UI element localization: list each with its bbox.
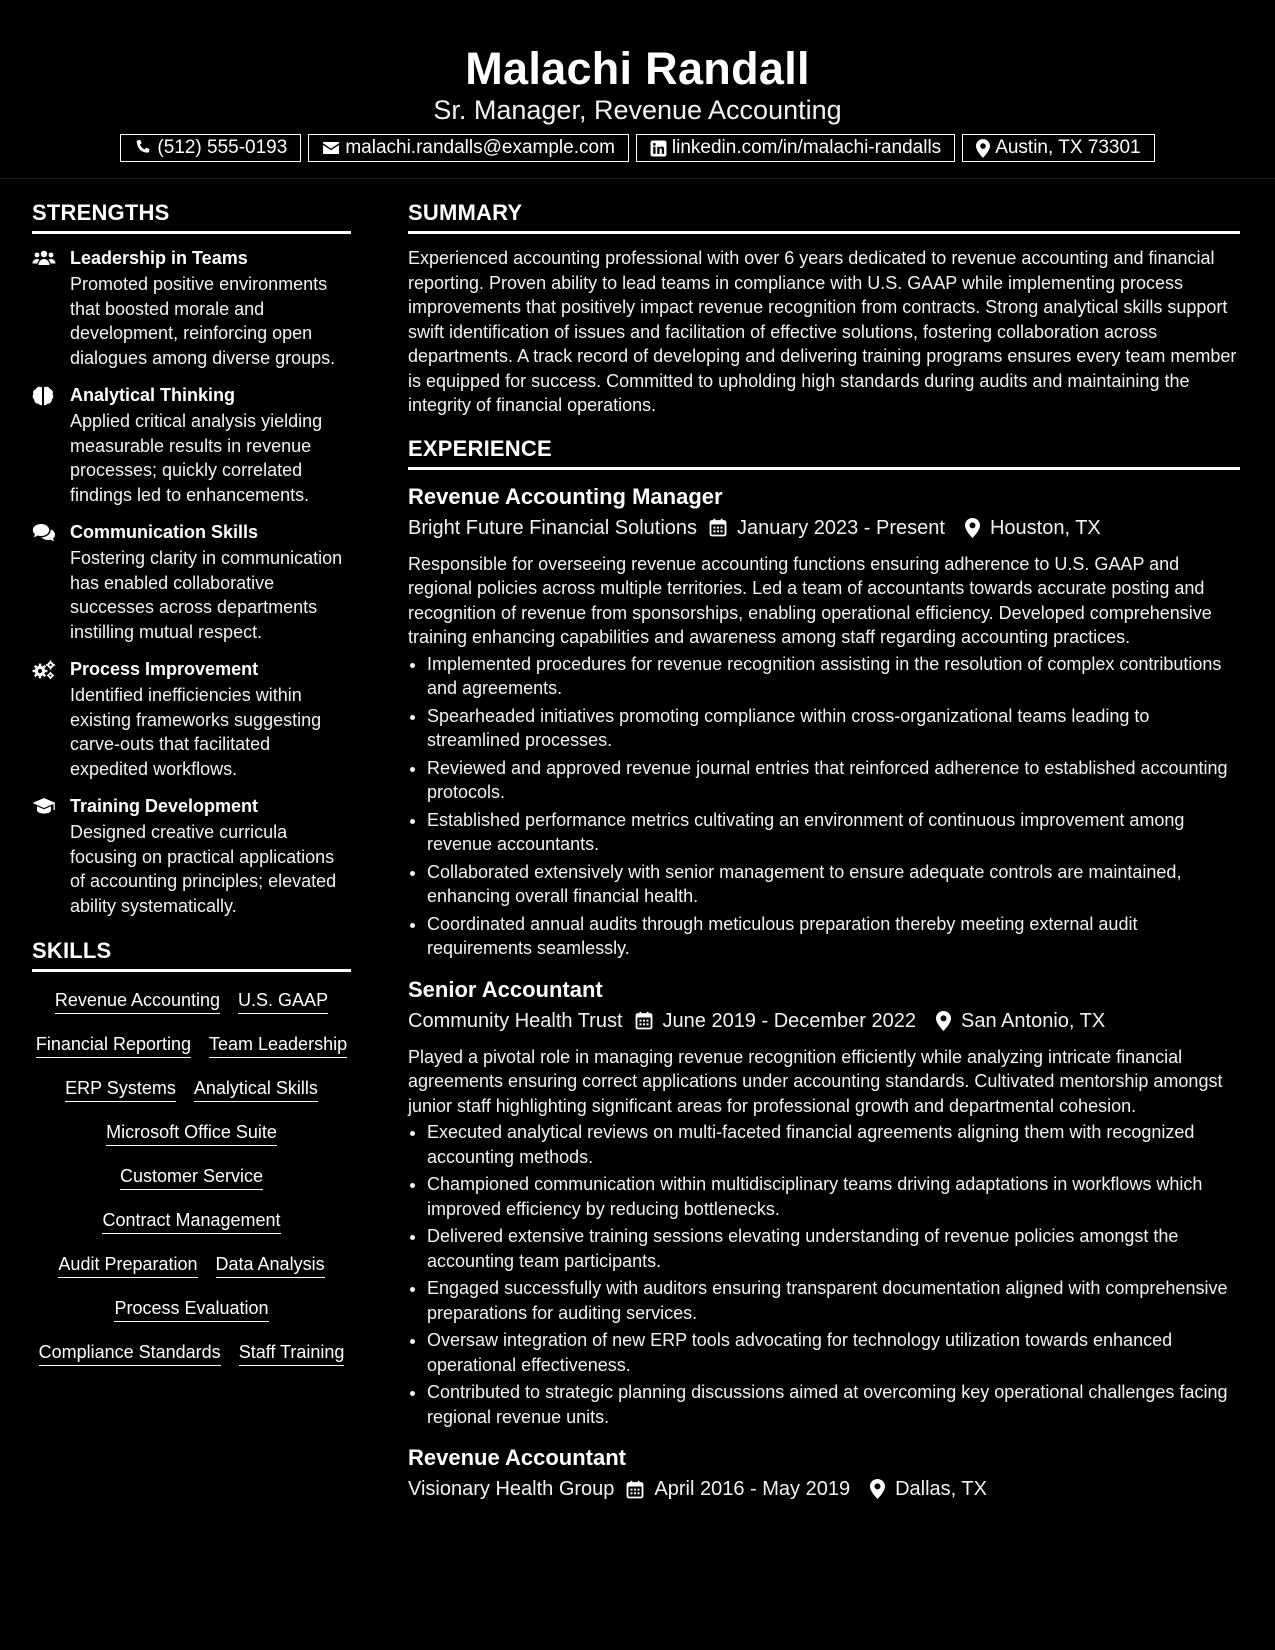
resume-header (0, 0, 1275, 179)
graduation-cap-icon (32, 794, 70, 918)
job-bullet: • Championed communication within multidisciplinary teams driving adaptations in workflows which improved efficiency by reducing bottlenecks. (427, 1172, 1240, 1221)
skill-tag: Revenue Accounting (55, 988, 220, 1014)
job-dates: January 2023 - Present (737, 516, 945, 539)
job-bullet: • Engaged successfully with auditors ensuring transparent documentation aligned with comprehensive preparations for auditing services. (427, 1276, 1240, 1325)
experience-heading: EXPERIENCE (408, 434, 1240, 470)
contact-email[interactable] (308, 134, 629, 162)
linkedin-icon (650, 140, 667, 157)
job-description: Responsible for overseeing revenue accounting functions ensuring adherence to U.S. GAAP and regional policies across multiple territories. Led a team of accountants towards accurate posting and recognition of revenue from sponsorships, enabling operational efficiency. Developed comprehensive training enhancing capabilities and awareness among staff regarding accounting practices. (408, 553, 1212, 647)
right-column (408, 198, 1240, 1519)
skill-tag: Data Analysis (216, 1252, 325, 1278)
skill-tag: Financial Reporting (36, 1032, 191, 1058)
skills-list (32, 984, 351, 1366)
skill-tag: Team Leadership (209, 1032, 347, 1058)
job-meta (408, 1473, 1240, 1505)
strength-title: Communication Skills (70, 522, 259, 542)
strength-item (32, 794, 351, 918)
job-title: Revenue Accounting Manager (408, 483, 723, 509)
skills-heading: SKILLS (32, 936, 351, 972)
job-company: Bright Future Financial Solutions (408, 516, 698, 539)
job-bullet: • Reviewed and approved revenue journal entries that reinforced adherence to established accounting protocols. (427, 756, 1240, 805)
summary-heading: SUMMARY (408, 198, 1240, 234)
strength-title: Leadership in Teams (70, 248, 248, 268)
skill-tag: U.S. GAAP (238, 988, 328, 1014)
job-bullet: • Implemented procedures for revenue recognition assisting in the resolution of complex contributions and agreements. (427, 652, 1240, 701)
summary-text: Experienced accounting professional with over 6 years dedicated to revenue accounting and financial reporting. Proven ability to lead teams in compliance with U.S. GAAP while implementing process improvements that positively impact revenue recognition from contracts. Strong analytical skills support swift identification of issues and facilitation of effective solutions, fostering collaboration across departments. A track record of developing and delivering training programs ensures every team member is equipped for success. Committed to upholding high standards during audits and maintaining the integrity of financial operations. (408, 248, 1237, 415)
location-pin-icon (936, 1011, 951, 1031)
envelope-icon (322, 140, 340, 156)
calendar-icon (626, 1480, 644, 1499)
strength-item (32, 383, 351, 507)
skill-tag: Compliance Standards (39, 1340, 221, 1366)
job-bullet: • Executed analytical reviews on multi-faceted financial agreements aligning them with recognized accounting methods. (427, 1120, 1240, 1169)
job-bullet: • Established performance metrics cultivating an environment of continuous improvement among revenue accountants. (427, 808, 1240, 857)
contact-location-text: Austin, TX 73301 (995, 137, 1141, 158)
strength-description: Designed creative curricula focusing on practical applications of accounting principles; elevated ability systematically. (70, 822, 337, 916)
job-bullet: • Coordinated annual audits through meticulous preparation thereby meeting external audit requirements seamlessly. (427, 912, 1240, 961)
job-location: San Antonio, TX (961, 1009, 1106, 1032)
candidate-title: Sr. Manager, Revenue Accounting (433, 95, 842, 125)
brain-icon (32, 383, 70, 507)
job-bullet: • Collaborated extensively with senior management to ensure adequate controls are maintained, enhancing overall financial health. (427, 860, 1240, 909)
job-meta (408, 512, 1240, 544)
calendar-icon (709, 518, 727, 537)
skill-tag: Contract Management (102, 1208, 280, 1234)
strength-title: Training Development (70, 796, 259, 816)
job-bullet: • Contributed to strategic planning discussions aimed at overcoming key operational challenges facing regional revenue units. (427, 1380, 1240, 1429)
job-meta (408, 1005, 1240, 1037)
strength-description: Applied critical analysis yielding measurable results in revenue processes; quickly correlated findings led to enhancements. (70, 411, 323, 505)
cogs-icon (32, 657, 70, 781)
contact-linkedin[interactable] (636, 134, 955, 162)
location-pin-icon (870, 1479, 885, 1499)
comments-icon (32, 520, 70, 644)
job-bullets (408, 1120, 1240, 1429)
job-location: Houston, TX (989, 516, 1101, 539)
candidate-name: Malachi Randall (465, 43, 810, 94)
contact-phone[interactable] (120, 134, 301, 162)
strength-description: Fostering clarity in communication has enabled collaborative successes across departments instilling mutual respect. (70, 548, 343, 642)
location-pin-icon (965, 518, 980, 538)
strength-title: Analytical Thinking (70, 385, 236, 405)
job-entry (408, 975, 1240, 1430)
job-bullet: • Delivered extensive training sessions elevating understanding of revenue policies amongst the accounting team participants. (427, 1224, 1240, 1273)
strength-item (32, 520, 351, 644)
skill-tag: Analytical Skills (194, 1076, 318, 1102)
job-dates: June 2019 - December 2022 (662, 1009, 917, 1032)
strengths-heading: STRENGTHS (32, 198, 351, 234)
skill-tag: Customer Service (120, 1164, 263, 1190)
contact-location[interactable] (962, 134, 1154, 162)
left-column (32, 198, 351, 1366)
strength-item (32, 246, 351, 370)
skill-tag: ERP Systems (65, 1076, 176, 1102)
job-company: Community Health Trust (408, 1009, 623, 1032)
job-dates: April 2016 - May 2019 (654, 1478, 851, 1500)
job-company: Visionary Health Group (408, 1478, 615, 1500)
job-location: Dallas, TX (895, 1478, 987, 1500)
job-bullet: • Oversaw integration of new ERP tools advocating for technology utilization towards enhanced operational effectiveness. (427, 1328, 1240, 1377)
job-bullet: • Spearheaded initiatives promoting compliance within cross-organizational teams leading to streamlined processes. (427, 704, 1240, 753)
job-description: Played a pivotal role in managing revenue recognition efficiently while analyzing intricate financial agreements ensuring correct applications under accounting standards. Cultivated mentorship amongst junior staff highlighting significant areas for professional growth and departmental cohesion. (408, 1046, 1223, 1116)
strength-item (32, 657, 351, 781)
job-title: Revenue Accountant (408, 1445, 627, 1470)
phone-icon (134, 139, 152, 157)
skill-tag: Staff Training (239, 1340, 345, 1366)
calendar-icon (635, 1011, 653, 1030)
contact-bar (0, 134, 1275, 162)
strength-description: Promoted positive environments that boosted morale and development, reinforcing open dialogues among diverse groups. (70, 274, 336, 368)
skill-tag: Microsoft Office Suite (106, 1120, 277, 1146)
job-entry (408, 1443, 1240, 1505)
job-bullets (408, 652, 1240, 961)
skill-tag: Process Evaluation (114, 1296, 268, 1322)
contact-linkedin-text: linkedin.com/in/malachi-randalls (671, 137, 942, 158)
contact-email-text: malachi.randalls@example.com (345, 137, 615, 158)
strength-description: Identified inefficiencies within existing frameworks suggesting carve-outs that facilitated expedited workflows. (70, 685, 322, 779)
strength-title: Process Improvement (70, 659, 259, 679)
job-title: Senior Accountant (408, 976, 603, 1002)
users-icon (32, 246, 70, 370)
job-entry (408, 482, 1240, 961)
location-pin-icon (976, 139, 990, 158)
skill-tag: Audit Preparation (58, 1252, 197, 1278)
contact-phone-text: (512) 555-0193 (157, 137, 288, 158)
